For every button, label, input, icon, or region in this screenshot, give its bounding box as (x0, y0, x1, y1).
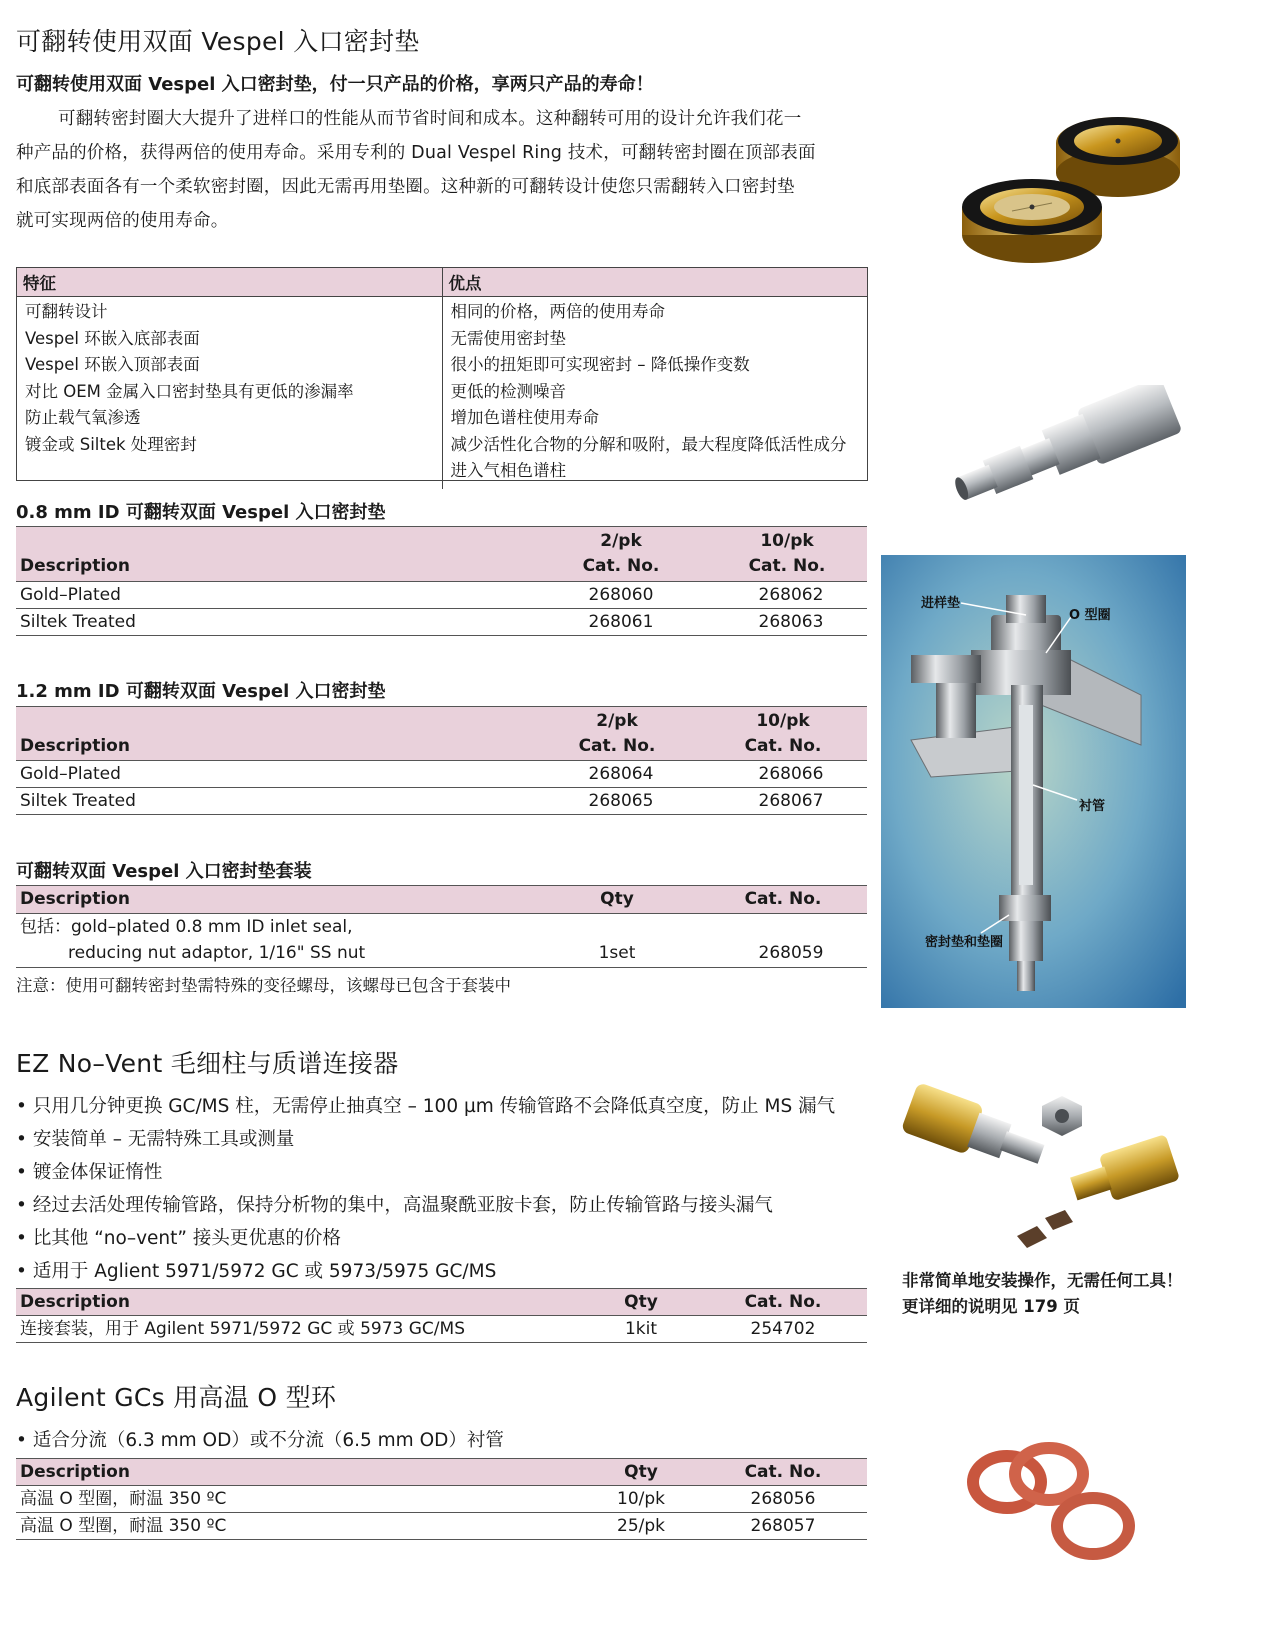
row-qty: 1set (598, 943, 636, 963)
header-catno: Cat. No. (744, 1462, 822, 1482)
table-row (16, 788, 867, 815)
table12 (16, 706, 867, 815)
body-line: 就可实现两倍的使用寿命。 (16, 211, 229, 231)
oring-photo (965, 1440, 1140, 1565)
benefit-item: 很小的扭矩即可实现密封 – 降低操作变数 (450, 355, 750, 374)
header-qty: Qty (600, 889, 634, 909)
feature-item: Vespel 环嵌入底部表面 (25, 328, 200, 348)
section2-header (16, 1289, 867, 1316)
body-line: 可翻转密封圈大大提升了进样口的性能从而节省时间和成本。这种翻转可用的设计允许我们花一 (58, 109, 802, 129)
bullet-item: • 安装简单 – 无需特殊工具或测量 (16, 1129, 295, 1150)
kit-note: 注意：使用可翻转密封垫需特殊的变径螺母，该螺母已包含于套装中 (16, 976, 511, 995)
feature-item: 可翻转设计 (25, 302, 108, 321)
header-catno: Cat. No. (744, 889, 822, 909)
row-catno: 268064 (588, 764, 654, 784)
header-qty: Qty (624, 1462, 658, 1482)
header-catno: Cat. No. (744, 1292, 822, 1312)
header-10pk: 10/pk (756, 711, 810, 731)
bullet-item: • 比其他 “no–vent” 接头更优惠的价格 (16, 1228, 341, 1249)
table-row (16, 582, 867, 609)
features-col2 (442, 297, 867, 489)
section2-bullets (16, 1090, 886, 1288)
bullet-item: • 适用于 Aglient 5971/5972 GC 或 5973/5975 GC/MS (16, 1261, 497, 1282)
row-description: Siltek Treated (20, 612, 136, 632)
benefit-item: 进入气相色谱柱 (450, 461, 566, 480)
row-catno: 268059 (758, 943, 824, 963)
section3-title: Agilent GCs 用高温 O 型环 (16, 1383, 337, 1412)
inlet-seal-photo (950, 95, 1200, 275)
kit-table (16, 885, 867, 968)
table-row (16, 1513, 867, 1540)
header-catno: Cat. No. (582, 556, 660, 576)
bullet-item: • 只用几分钟更换 GC/MS 柱，无需停止抽真空 – 100 µm 传输管路不会降低真空度，防止 MS 漏气 (16, 1096, 836, 1117)
bullet-item: • 镀金体保证惰性 (16, 1162, 163, 1183)
label-oring: O 型圈 (1069, 608, 1111, 623)
table12-header (16, 707, 867, 761)
kit-title: 可翻转双面 Vespel 入口密封垫套装 (16, 861, 312, 882)
header-description: Description (20, 1292, 130, 1312)
benefit-item: 更低的检测噪音 (450, 381, 566, 401)
row-qty: 10/pk (617, 1489, 665, 1509)
section3-header (16, 1459, 867, 1486)
row-description: 连接套装，用于 Agilent 5971/5972 GC 或 5973 GC/MS (20, 1319, 465, 1339)
table-row (16, 1486, 867, 1513)
section2-title: EZ No–Vent 毛细柱与质谱连接器 (16, 1049, 399, 1078)
row-catno: 268056 (750, 1489, 816, 1509)
features-col1-header: 特征 (17, 268, 442, 297)
kit-header (16, 886, 867, 914)
header-description: Description (20, 889, 130, 909)
benefit-item: 减少活性化合物的分解和吸附，最大程度降低活性成分 (450, 434, 847, 454)
row-catno: 268066 (758, 764, 824, 784)
table08-header (16, 527, 867, 582)
row-catno: 268063 (758, 612, 824, 632)
row-qty: 25/pk (617, 1516, 665, 1536)
header-catno: Cat. No. (744, 736, 822, 756)
label-liner: 衬管 (1079, 799, 1106, 814)
section2-table (16, 1288, 867, 1343)
features-table (16, 267, 868, 481)
bullet-item: • 经过去活处理传输管路，保持分析物的集中，高温聚酰亚胺卡套，防止传输管路与接头漏气 (16, 1195, 773, 1216)
row-catno: 268065 (588, 791, 654, 811)
row-description: Gold–Plated (20, 585, 121, 605)
benefit-item: 相同的价格，两倍的使用寿命 (450, 302, 665, 321)
table-row (16, 914, 867, 968)
row-catno: 268060 (588, 585, 654, 605)
bullet-item: • 适合分流（6.3 mm OD）或不分流（6.5 mm OD）衬管 (16, 1430, 504, 1451)
header-description: Description (20, 1462, 130, 1482)
body-line: 和底部表面各有一个柔软密封圈，因此无需再用垫圈。这种新的可翻转设计使您只需翻转入口密封垫 (16, 177, 795, 197)
body-line: 种产品的价格，获得两倍的使用寿命。采用专利的 Dual Vespel Ring 技术，可翻转密封圈在顶部表面 (16, 143, 816, 163)
feature-item: 防止载气氧渗透 (25, 408, 141, 427)
header-description: Description (20, 736, 130, 756)
header-2pk: 2/pk (600, 531, 642, 551)
row-description-line1: 包括：gold–plated 0.8 mm ID inlet seal, (20, 917, 353, 937)
row-catno: 254702 (750, 1319, 816, 1339)
row-description: 高温 O 型圈，耐温 350 ºC (20, 1489, 227, 1509)
label-seal: 密封垫和垫圈 (925, 935, 1004, 950)
benefit-item: 无需使用密封垫 (450, 328, 566, 348)
header-catno: Cat. No. (748, 556, 826, 576)
reducing-nut-photo (940, 385, 1202, 510)
table-row (16, 1316, 867, 1343)
table12-title: 1.2 mm ID 可翻转双面 Vespel 入口密封垫 (16, 681, 386, 702)
features-col2-header: 优点 (442, 268, 867, 297)
feature-item: 镀金或 Siltek 处理密封 (25, 434, 197, 454)
table08 (16, 526, 867, 636)
caption-line: 更详细的说明见 179 页 (902, 1297, 1080, 1316)
row-description: Gold–Plated (20, 764, 121, 784)
connector-photo (897, 1068, 1187, 1263)
caption-line: 非常简单地安装操作，无需任何工具！ (902, 1271, 1183, 1290)
row-catno: 268057 (750, 1516, 816, 1536)
row-catno: 268067 (758, 791, 824, 811)
header-catno: Cat. No. (578, 736, 656, 756)
row-description-line2: reducing nut adaptor, 1/16" SS nut (68, 943, 366, 963)
header-qty: Qty (624, 1292, 658, 1312)
feature-item: Vespel 环嵌入顶部表面 (25, 355, 200, 374)
benefit-item: 增加色谱柱使用寿命 (450, 408, 599, 427)
table08-title: 0.8 mm ID 可翻转双面 Vespel 入口密封垫 (16, 502, 386, 523)
section1-body (16, 102, 876, 238)
table-row (16, 761, 867, 788)
inlet-diagram (881, 555, 1186, 1008)
row-catno: 268061 (588, 612, 654, 632)
table-row (16, 609, 867, 636)
section1-subtitle: 可翻转使用双面 Vespel 入口密封垫，付一只产品的价格，享两只产品的寿命！ (16, 74, 654, 95)
section3-table (16, 1458, 867, 1540)
header-2pk: 2/pk (596, 711, 638, 731)
connector-caption (902, 1268, 1183, 1320)
features-col1 (17, 297, 442, 489)
row-qty: 1kit (624, 1319, 658, 1339)
row-description: 高温 O 型圈，耐温 350 ºC (20, 1516, 227, 1536)
label-septum: 进样垫 (921, 596, 961, 611)
row-description: Siltek Treated (20, 791, 136, 811)
feature-item: 对比 OEM 金属入口密封垫具有更低的渗漏率 (25, 381, 354, 401)
section1-title: 可翻转使用双面 Vespel 入口密封垫 (16, 27, 420, 56)
header-10pk: 10/pk (760, 531, 814, 551)
header-description: Description (20, 556, 130, 576)
row-catno: 268062 (758, 585, 824, 605)
section3-bullets (16, 1424, 504, 1457)
